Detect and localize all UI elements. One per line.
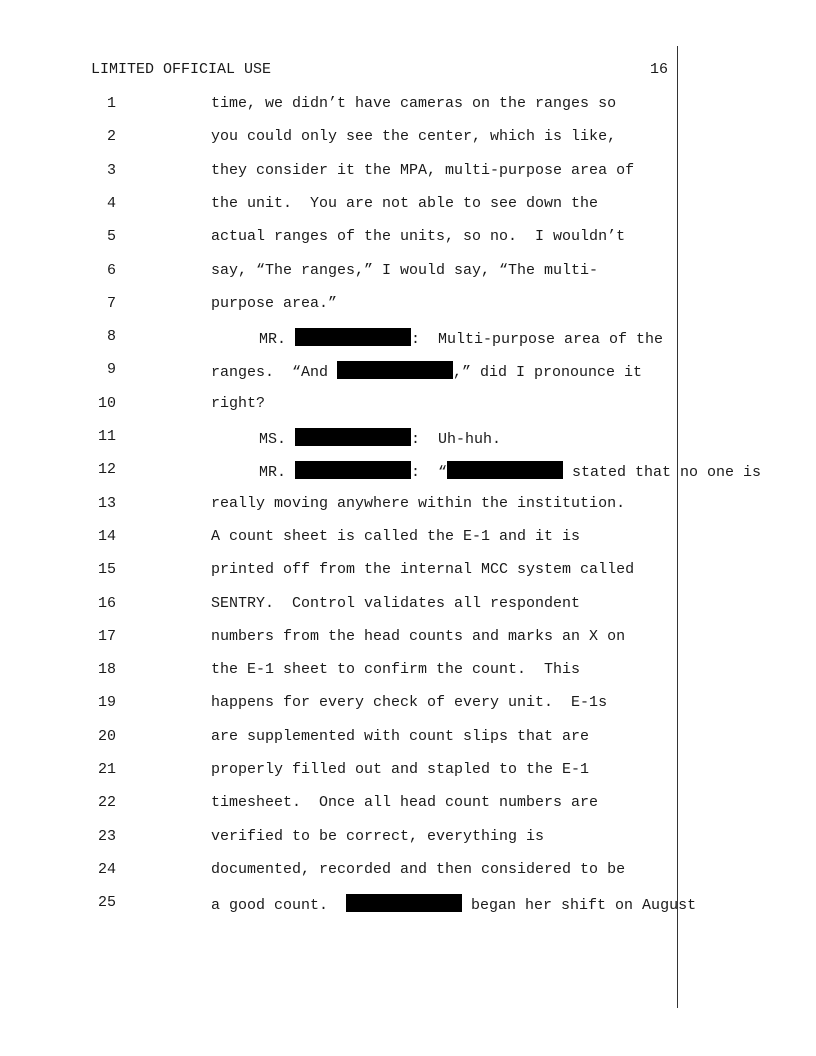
transcript-line xyxy=(0,861,680,885)
line-number: 23 xyxy=(97,827,116,845)
text-segment: the E-1 sheet to confirm the count. This xyxy=(211,661,581,679)
line-number: 6 xyxy=(106,261,116,279)
redaction-box xyxy=(295,328,353,346)
transcript-line xyxy=(0,162,680,186)
transcript-line xyxy=(0,628,680,652)
line-number: 12 xyxy=(97,461,116,479)
line-number: 20 xyxy=(97,727,116,745)
line-text xyxy=(211,495,625,512)
line-text xyxy=(211,728,589,745)
line-text xyxy=(211,361,642,381)
transcript-line xyxy=(0,661,680,685)
transcript-line xyxy=(0,95,680,119)
redaction-box xyxy=(353,328,411,346)
line-text xyxy=(211,761,589,778)
line-text xyxy=(211,295,337,312)
text-segment: began her shift on August xyxy=(462,897,697,915)
transcript-line xyxy=(0,728,680,752)
transcript-line xyxy=(0,361,680,385)
text-segment: ranges. “And xyxy=(211,364,338,382)
transcript-line xyxy=(0,694,680,718)
line-text xyxy=(211,262,598,279)
line-number: 17 xyxy=(97,627,116,645)
line-text xyxy=(211,162,634,179)
classification-header: LIMITED OFFICIAL USE xyxy=(91,61,272,78)
line-number: 25 xyxy=(97,894,116,912)
transcript-line xyxy=(0,495,680,519)
line-number: 19 xyxy=(97,694,116,712)
text-segment: are supplemented with count slips that are xyxy=(211,727,590,745)
line-number: 2 xyxy=(106,128,116,146)
transcript-line xyxy=(0,128,680,152)
redaction-box xyxy=(295,428,353,446)
text-segment: documented, recorded and then considered to be xyxy=(211,860,626,878)
line-number: 18 xyxy=(97,661,116,679)
line-text xyxy=(211,528,580,545)
text-segment: A count sheet is called the E-1 and it is xyxy=(211,527,581,545)
text-segment: happens for every check of every unit. E-1s xyxy=(211,694,608,712)
line-number: 3 xyxy=(106,161,116,179)
line-text xyxy=(211,228,625,245)
text-segment: : Uh-huh. xyxy=(411,431,502,448)
line-number: 21 xyxy=(97,761,116,778)
line-number: 15 xyxy=(97,561,116,579)
transcript-line xyxy=(0,395,680,419)
text-segment: MR. xyxy=(259,331,296,349)
redaction-box xyxy=(295,461,353,479)
text-segment: time, we didn’t have cameras on the ranges so xyxy=(211,95,617,112)
line-text xyxy=(259,428,501,448)
line-number: 16 xyxy=(97,594,116,612)
transcript-line xyxy=(0,262,680,286)
transcript-line xyxy=(0,894,697,918)
line-text xyxy=(211,861,625,878)
line-number: 4 xyxy=(106,194,116,212)
text-segment: : Multi-purpose area of the xyxy=(411,331,664,349)
text-segment: verified to be correct, everything is xyxy=(211,827,545,845)
text-segment: a good count. xyxy=(211,897,347,915)
text-segment: timesheet. Once all head count numbers are xyxy=(211,794,599,812)
line-number: 11 xyxy=(97,428,116,445)
text-segment: MS. xyxy=(259,431,296,448)
transcript-line xyxy=(0,461,762,485)
transcript-line xyxy=(0,828,680,852)
transcript-line xyxy=(0,228,680,252)
line-text xyxy=(211,561,634,578)
transcript-line xyxy=(0,794,680,818)
transcript-line xyxy=(0,428,680,452)
line-text xyxy=(211,828,544,845)
text-segment: ,” did I pronounce it xyxy=(453,364,643,382)
redaction-box xyxy=(353,461,411,479)
redaction-box xyxy=(337,361,395,379)
page-number: 16 xyxy=(649,61,668,78)
line-text xyxy=(211,395,265,412)
line-number: 1 xyxy=(106,95,116,112)
line-number: 7 xyxy=(106,294,116,312)
text-segment: you could only see the center, which is like, xyxy=(211,128,617,146)
redaction-box xyxy=(505,461,563,479)
text-segment: purpose area.” xyxy=(211,294,338,312)
line-text xyxy=(211,595,580,612)
text-segment: properly filled out and stapled to the E-1 xyxy=(211,761,590,778)
redaction-box xyxy=(404,894,462,912)
text-segment: right? xyxy=(211,394,266,412)
line-number: 8 xyxy=(106,328,116,346)
text-segment: say, “The ranges,” I would say, “The multi- xyxy=(211,261,599,279)
line-text xyxy=(259,328,663,348)
transcript-line xyxy=(0,528,680,552)
line-text xyxy=(211,661,580,678)
line-number: 5 xyxy=(106,228,116,246)
transcript-line xyxy=(0,561,680,585)
redaction-box xyxy=(395,361,453,379)
redaction-box xyxy=(447,461,505,479)
transcript-line xyxy=(0,195,680,219)
line-text xyxy=(211,894,696,914)
line-text xyxy=(211,628,625,645)
line-number: 22 xyxy=(97,794,116,812)
line-number: 13 xyxy=(97,494,116,512)
text-segment: the unit. You are not able to see down the xyxy=(211,194,599,212)
line-number: 10 xyxy=(97,394,116,412)
transcript-line xyxy=(0,328,680,352)
text-segment: really moving anywhere within the institution. xyxy=(211,494,626,512)
text-segment: printed off from the internal MCC system called xyxy=(211,561,635,579)
text-segment: numbers from the head counts and marks an X on xyxy=(211,627,626,645)
line-text xyxy=(211,195,598,212)
text-segment: : “ xyxy=(411,464,448,482)
line-text xyxy=(259,461,761,481)
transcript-line xyxy=(0,595,680,619)
redaction-box xyxy=(353,428,411,446)
transcript-line xyxy=(0,295,680,319)
text-segment: SENTRY. Control validates all respondent xyxy=(211,594,581,612)
transcript-line xyxy=(0,761,680,785)
text-segment: MR. xyxy=(259,464,296,482)
line-text xyxy=(211,95,616,112)
line-text xyxy=(211,128,616,145)
text-segment: actual ranges of the units, so no. I wouldn’t xyxy=(211,228,626,246)
line-text xyxy=(211,694,607,711)
line-text xyxy=(211,794,598,811)
line-number: 9 xyxy=(106,361,116,379)
text-segment: they consider it the MPA, multi-purpose area of xyxy=(211,161,635,179)
line-number: 14 xyxy=(97,527,116,545)
line-number: 24 xyxy=(97,860,116,878)
redaction-box xyxy=(346,894,404,912)
text-segment: stated that no one is xyxy=(563,464,762,482)
